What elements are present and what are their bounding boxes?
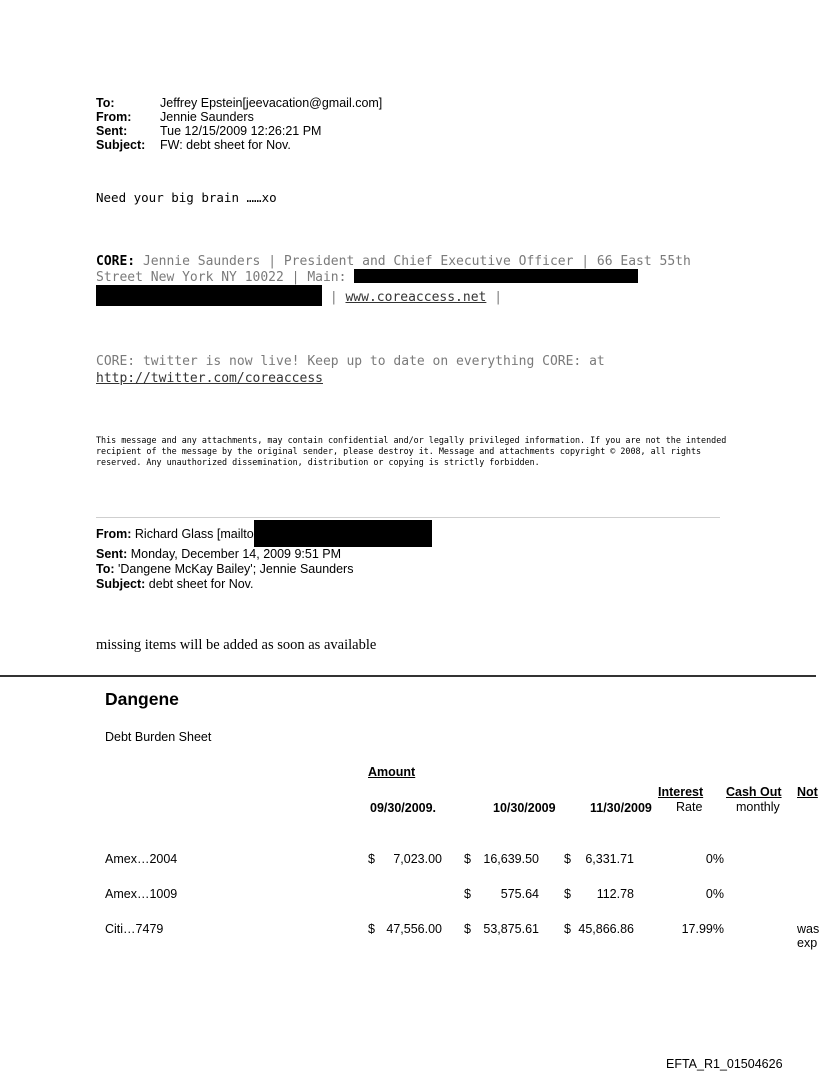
disclaimer: This message and any attachments, may contain confidential and/or legally privileged information. If you are not the intended recipient of the message by the original sender, please destroy it. Message and attachments copyright © 2008, all rights reserved. Any unauthorized dissemination, distribution or copying is strictly forbidden. bbox=[96, 435, 727, 467]
signature-sep: | bbox=[322, 290, 346, 305]
forwarded-header bbox=[96, 520, 432, 592]
divider bbox=[96, 517, 720, 518]
document-id: EFTA_R1_01504626 bbox=[666, 1057, 783, 1071]
cashout-header: Cash Out bbox=[726, 785, 782, 799]
signature-brand: CORE: bbox=[96, 254, 136, 269]
subject-label: Subject: bbox=[96, 138, 146, 152]
fwd-from-value: Richard Glass [mailto bbox=[131, 527, 254, 541]
fwd-subject-value: debt sheet for Nov. bbox=[145, 577, 254, 591]
twitter-note bbox=[96, 353, 716, 387]
row-name: Citi…7479 bbox=[105, 922, 164, 936]
sheet-subtitle: Debt Burden Sheet bbox=[105, 730, 212, 744]
row-oct-dollar: $ bbox=[464, 852, 471, 866]
redaction-bar bbox=[254, 520, 432, 547]
row-rate: 0% bbox=[705, 887, 724, 901]
row-oct-value: 53,875.61 bbox=[483, 922, 539, 936]
row-rate: 0% bbox=[705, 852, 724, 866]
row-name: Amex…2004 bbox=[105, 852, 178, 866]
body-note: Need your big brain ……xo bbox=[96, 190, 277, 205]
row-nov-dollar: $ bbox=[564, 852, 571, 866]
fwd-to-label: To: bbox=[96, 562, 115, 576]
row-oct-value: 575.64 bbox=[500, 887, 539, 901]
row-oct-dollar: $ bbox=[464, 887, 471, 901]
notes-header: Not bbox=[797, 785, 818, 799]
from-value: Jennie Saunders bbox=[160, 110, 254, 124]
interest-subheader: Rate bbox=[676, 800, 703, 814]
col-nov-header: 11/30/2009 bbox=[590, 801, 652, 815]
redaction-bar bbox=[96, 285, 322, 306]
row-nov-dollar: $ bbox=[564, 922, 571, 936]
twitter-link[interactable]: http://twitter.com/coreaccess bbox=[96, 371, 323, 386]
twitter-text: CORE: twitter is now live! Keep up to date on everything CORE: at bbox=[96, 354, 605, 369]
signature-tail: | bbox=[486, 290, 503, 305]
row-nov-dollar: $ bbox=[564, 887, 571, 901]
row-nov-value: 45,866.86 bbox=[578, 922, 634, 936]
fwd-sent-value: Monday, December 14, 2009 9:51 PM bbox=[127, 547, 342, 561]
attachment-divider bbox=[0, 675, 816, 677]
cashout-subheader: monthly bbox=[736, 800, 780, 814]
subject-value: FW: debt sheet for Nov. bbox=[160, 138, 291, 152]
row-sep-value: 7,023.00 bbox=[393, 852, 442, 866]
signature-text: Jennie Saunders | President and Chief Executive Officer | 66 East 55th Street New York NY 10022 | Main: bbox=[96, 254, 691, 285]
website-link[interactable]: www.coreaccess.net bbox=[345, 290, 487, 305]
row-name: Amex…1009 bbox=[105, 887, 178, 901]
row-oct-value: 16,639.50 bbox=[483, 852, 539, 866]
col-oct-header: 10/30/2009 bbox=[493, 801, 556, 815]
sent-value: Tue 12/15/2009 12:26:21 PM bbox=[160, 124, 322, 138]
fwd-to-value: 'Dangene McKay Bailey'; Jennie Saunders bbox=[114, 562, 354, 576]
row-note: was bbox=[797, 922, 819, 936]
row-nov-value: 6,331.71 bbox=[585, 852, 634, 866]
amount-header: Amount bbox=[368, 765, 416, 779]
row-oct-dollar: $ bbox=[464, 922, 471, 936]
sent-label: Sent: bbox=[96, 124, 128, 138]
to-label: To: bbox=[96, 96, 115, 110]
row-sep-value: 47,556.00 bbox=[386, 922, 442, 936]
row-sep-dollar: $ bbox=[368, 852, 375, 866]
signature-block bbox=[96, 254, 736, 306]
fwd-subject-label: Subject: bbox=[96, 577, 146, 591]
redaction-bar bbox=[354, 269, 638, 283]
sheet-title: Dangene bbox=[105, 689, 179, 709]
interest-header: Interest bbox=[658, 785, 704, 799]
row-sep-dollar: $ bbox=[368, 922, 375, 936]
fwd-sent-label: Sent: bbox=[96, 547, 128, 561]
from-label: From: bbox=[96, 110, 132, 124]
fwd-from-label: From: bbox=[96, 527, 132, 541]
row-rate: 17.99% bbox=[681, 922, 724, 936]
row-note-cont: exp bbox=[797, 936, 818, 950]
to-value: Jeffrey Epstein[jeevacation@gmail.com] bbox=[160, 96, 383, 110]
missing-items-note: missing items will be added as soon as available bbox=[96, 637, 377, 653]
col-sep-header: 09/30/2009. bbox=[370, 801, 437, 815]
row-nov-value: 112.78 bbox=[596, 887, 634, 901]
